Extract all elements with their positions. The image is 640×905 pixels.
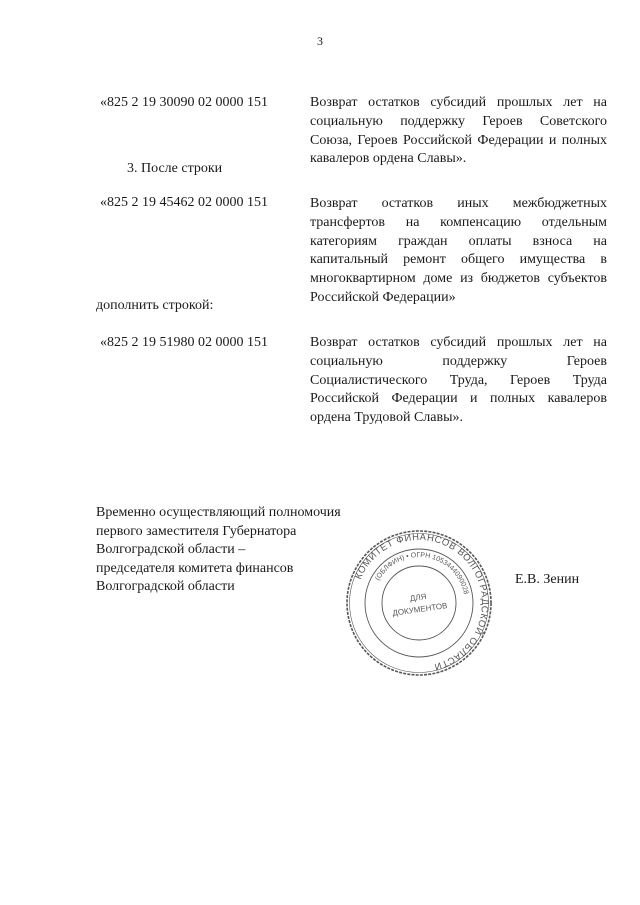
signature-line-4: председателя комитета финансов: [96, 560, 294, 576]
signature-line-3: Волгоградской области –: [96, 542, 246, 558]
budget-code-3: «825 2 19 51980 02 0000 151: [100, 335, 268, 350]
signature-line-2: первого заместителя Губернатора: [96, 523, 297, 539]
stamp-center-line-1: ДЛЯ: [409, 591, 428, 604]
signature-line-1: Временно осуществляющий полномочия: [96, 505, 341, 520]
item-3-heading: 3. После строки: [127, 161, 223, 176]
signature-block: [96, 504, 386, 597]
stamp-outer-text: КОМИТЕТ ФИНАНСОВ ВОЛГОГРАДСКОЙ ОБЛАСТИ: [353, 531, 491, 673]
budget-code-2: «825 2 19 45462 02 0000 151: [100, 195, 268, 210]
page-number: 3: [317, 34, 323, 48]
signer-name: Е.В. Зенин: [515, 572, 580, 587]
stamp-center-line-2: ДОКУМЕНТОВ: [391, 601, 448, 618]
stamp-inner-text: (ОБЛФИН) • ОГРН 1053444090028: [374, 551, 470, 596]
budget-description-2: Возврат остатков иных межбюджетных трансфертов на компенсацию отдельным категориям граждан оплаты взноса на капитальный ремонт общего имущества в многоквартирном доме из бюджетов субъектов Российской Федерации»: [310, 196, 607, 305]
budget-description-1: Возврат остатков субсидий прошлых лет на социальную поддержку Героев Советского Союза, Героев Российской Федерации и полных кавалеров ордена Славы».: [310, 95, 607, 167]
budget-description-3: Возврат остатков субсидий прошлых лет на социальную поддержку Героев Социалистического Труда, Героев Труда Российской Федерации и полных кавалеров ордена Трудовой Славы».: [310, 335, 607, 426]
signature-line-5: Волгоградской области: [96, 579, 235, 595]
budget-code-1: «825 2 19 30090 02 0000 151: [100, 95, 268, 110]
supplement-text: дополнить строкой:: [96, 298, 214, 313]
official-seal: [344, 528, 494, 678]
